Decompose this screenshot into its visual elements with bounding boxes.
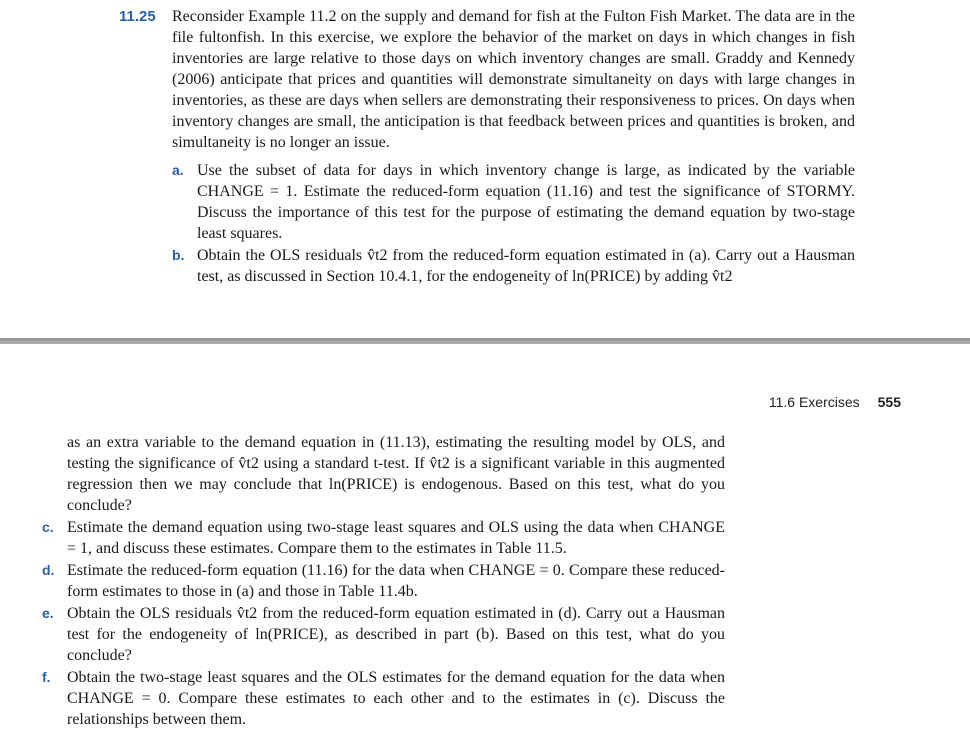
part-a <box>172 160 855 244</box>
part-text: Estimate the demand equation using two-stage least squares and OLS using the data when CHANGE = 1, and discuss these estimates. Compare them to the estimates in Table 11.5. <box>67 519 725 557</box>
part-letter: b. <box>172 247 185 263</box>
part-letter: f. <box>42 669 51 685</box>
section-title: 11.6 Exercises <box>768 394 860 410</box>
part-e <box>42 603 725 666</box>
part-text: Use the subset of data for days in which inventory change is large, as indicated by the variable CHANGE = 1. Estimate the reduced-form equation (11.16) and test the significance of STORMY. Discuss the importance of this test for the purpose of estimating the demand equation by two-stage least squares. <box>197 162 855 242</box>
upper-page-fragment <box>0 0 970 338</box>
part-text: Obtain the OLS residuals v̂t2 from the reduced-form equation estimated in (a). Carry out a Hausman test, as discussed in Section 10.4.1, for the endogeneity of ln(PRICE) by adding v̂t2 <box>197 247 855 285</box>
part-letter: a. <box>172 162 184 178</box>
page-number: 555 <box>877 394 901 410</box>
part-b <box>172 245 855 287</box>
part-text: Obtain the OLS residuals v̂t2 from the reduced-form equation estimated in (d). Carry out a Hausman test for the endogeneity of ln(PRICE), as described in part (b). Based on this test, what do you conclude? <box>67 605 725 664</box>
lower-page-fragment <box>0 344 970 732</box>
part-letter: e. <box>42 605 54 621</box>
part-c <box>42 517 725 559</box>
part-letter: d. <box>42 562 55 578</box>
parts-lower <box>42 432 725 731</box>
part-letter: c. <box>42 519 54 535</box>
running-head <box>769 394 901 410</box>
exercise-11-25 <box>119 6 855 153</box>
exercise-text: Reconsider Example 11.2 on the supply and demand for fish at the Fulton Fish Market. The data are in the file fultonfish. In this exercise, we explore the behavior of the market on days in which changes in fish inventories are large relative to those days on which inventory changes are small. Graddy and Kennedy (2006) anticipate that prices and quantities will demonstrate simultaneity on days with large changes in inventories, as these are days when sellers are demonstrating their responsiveness to prices. On days when inventory changes are small, the anticipation is that feedback between prices and quantities is broken, and simultaneity is no longer an issue. <box>172 8 855 151</box>
part-f <box>42 667 725 730</box>
part-text: Obtain the two-stage least squares and the OLS estimates for the demand equation for the data when CHANGE = 0. Compare these estimates to each other and to the estimates in (c). Discuss the relationships between them. <box>67 669 725 728</box>
part-text: Estimate the reduced-form equation (11.16) for the data when CHANGE = 0. Compare these reduced-form estimates to those in (a) and those in Table 11.4b. <box>67 562 725 600</box>
parts-upper <box>172 160 855 288</box>
part-b-continued: as an extra variable to the demand equation in (11.13), estimating the resulting model by OLS, and testing the significance of v̂t2 using a standard t-test. If v̂t2 is a significant variable in this augmented regression then we may conclude that ln(PRICE) is endogenous. Based on this test, what do you conclude? <box>67 434 725 514</box>
part-d <box>42 560 725 602</box>
exercise-number: 11.25 <box>119 8 156 25</box>
